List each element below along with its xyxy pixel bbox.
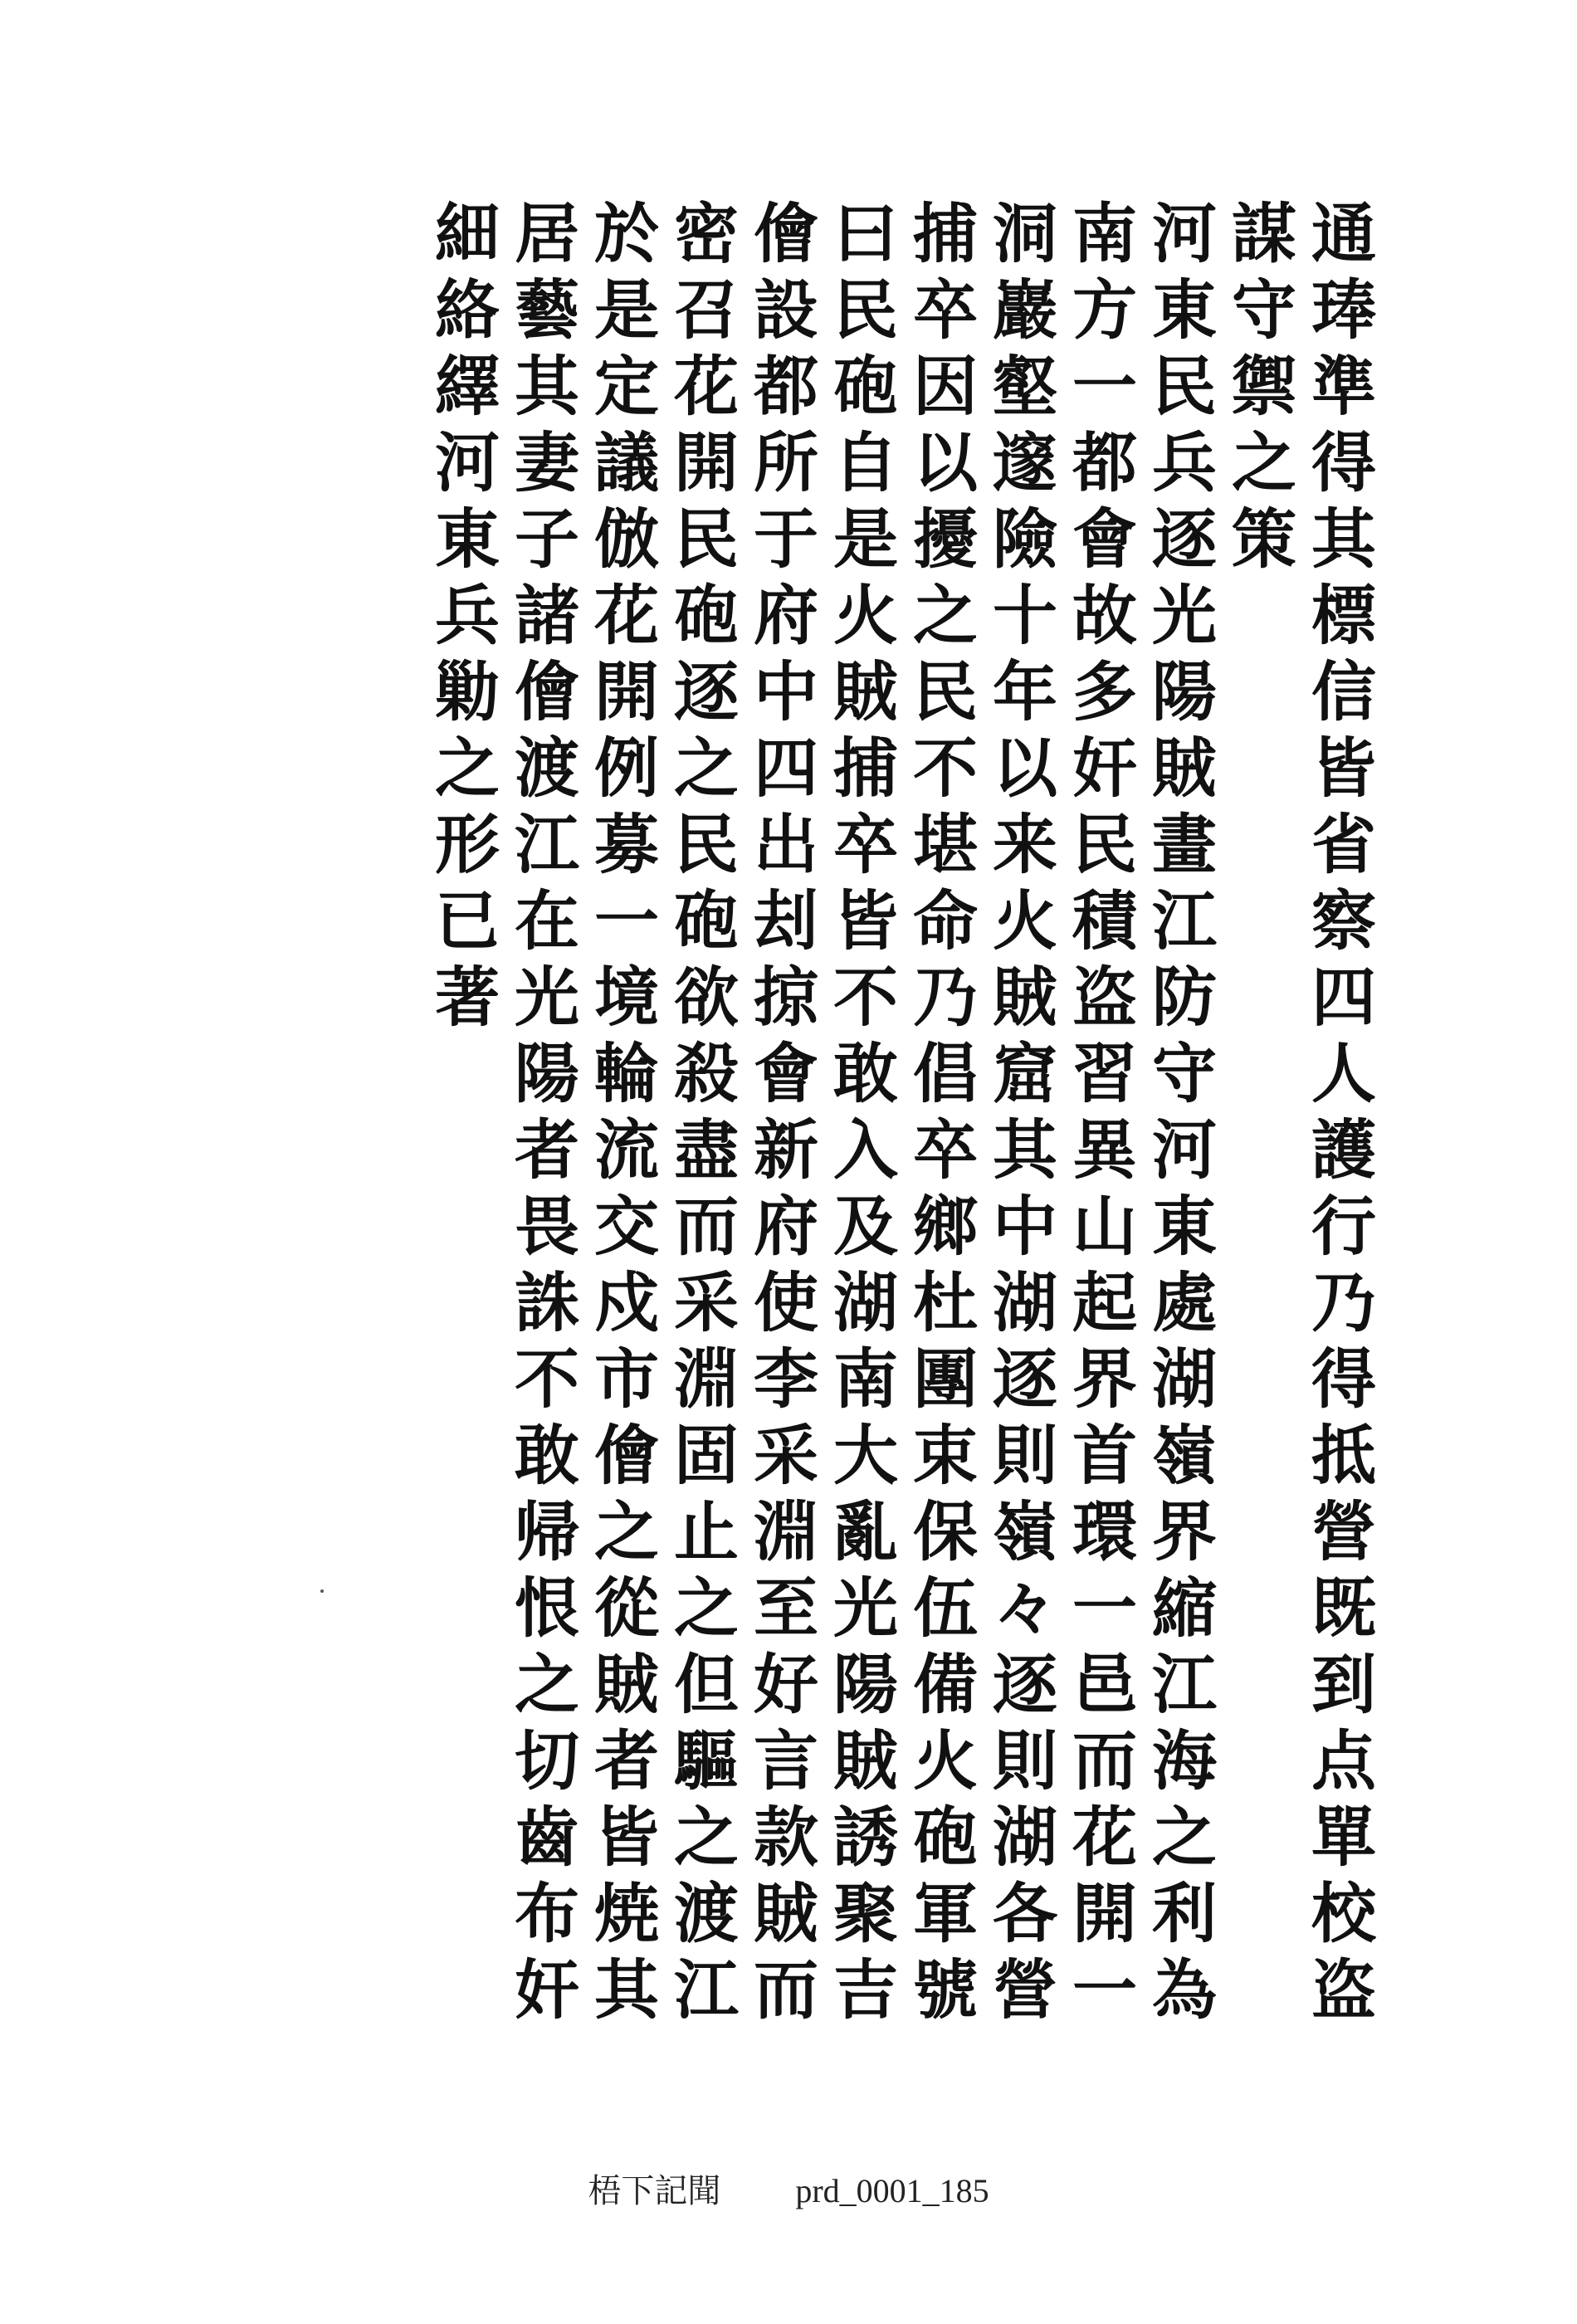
page-identifier: prd_0001_185	[795, 2172, 989, 2209]
text-column: 居藝其妻子諸儈渡江在光陽者畏誅不敢帰恨之切齒布奸	[504, 199, 579, 2032]
text-column: 捕卒因以擾之民不堪命乃倡卒鄉杜團束保伍備火砲軍號	[902, 199, 978, 2032]
page-footer	[0, 2165, 1577, 2212]
text-column: 南方一都會故多奸民積盗習異山起界首環一邑而花開一	[1062, 199, 1137, 2032]
text-column: 細絡繹河東兵勦之形已著	[424, 199, 500, 1039]
book-title: 梧下記聞	[588, 2172, 721, 2209]
vertical-text-block	[422, 199, 1378, 2032]
text-column: 於是定議倣花開例募一境輪流交戍市儈之從賊者皆焼其	[583, 199, 659, 2032]
text-column: 河東民兵逐光陽賊畫江防守河東處湖嶺界縮江海之利為	[1141, 199, 1217, 2032]
text-column: 通琫準得其標信皆省察四人護行乃得抵營既到点單校盗	[1301, 199, 1376, 2032]
text-column: 謀守禦之策	[1221, 199, 1296, 581]
text-column: 儈設都所于府中四出刦掠會新府使李采淵至好言款賊而	[743, 199, 818, 2032]
text-column: 洞巖壑邃險十年以来火賊窟其中湖逐則嶺々逐則湖各營	[982, 199, 1057, 2032]
text-column: 密召花開民砲逐之民砲欲殺盡而采淵固止之但驅之渡江	[663, 199, 739, 2032]
scan-speck	[320, 1589, 324, 1593]
text-column: 曰民砲自是火賊捕卒皆不敢入及湖南大亂光陽賊誘聚吉	[823, 199, 898, 2032]
